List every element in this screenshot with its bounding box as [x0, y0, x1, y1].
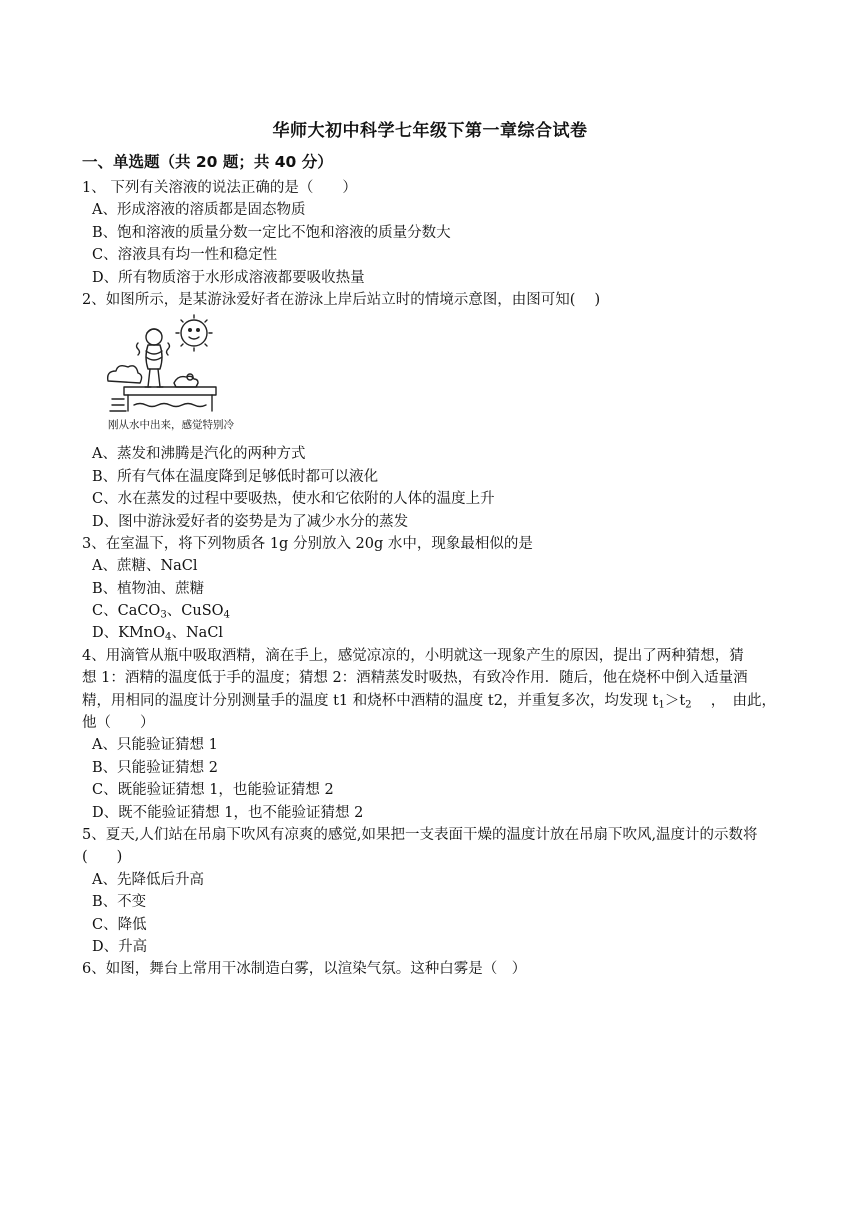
option-text: 、NaCl: [171, 625, 224, 642]
question-stem: 3、在室温下，将下列物质各 1g 分别放入 20g 水中，现象最相似的是: [82, 535, 533, 552]
option-d: [82, 622, 782, 644]
option-text: C、CaCO: [92, 603, 161, 620]
question-list: [82, 177, 782, 981]
question-stem-line: 他（ ）: [82, 715, 155, 732]
option-text: 、CuSO: [166, 603, 224, 620]
option-c: [82, 600, 782, 622]
option-c: C、降低: [92, 916, 147, 933]
stem-text: ＞t: [664, 692, 686, 709]
option-a: A、只能验证猜想 1: [92, 737, 218, 754]
stem-text: 精，用相同的温度计分别测量手的温度 t1 和烧杯中酒精的温度 t2，并重复多次，均发现 t: [82, 692, 659, 709]
option-d: D、所有物质溶于水形成溶液都要吸收热量: [92, 269, 365, 286]
question-stem-line: 想 1：酒精的温度低于手的温度；猜想 2：酒精蒸发时吸热，有致冷作用．随后，他在烧杯中倒入适量酒: [82, 670, 748, 687]
option-b: B、只能验证猜想 2: [92, 759, 218, 776]
swimmer-illustration: [104, 313, 234, 441]
option-c: C、既能验证猜想 1，也能验证猜想 2: [92, 782, 334, 799]
option-d: D、既不能验证猜想 1，也不能验证猜想 2: [92, 804, 364, 821]
swimmer-drawing: [104, 313, 234, 417]
question-stem: 2、如图所示，是某游泳爱好者在游泳上岸后站立时的情境示意图，由图可知( ): [82, 291, 601, 308]
question-4: [82, 645, 782, 824]
subscript: 3: [160, 609, 167, 621]
question-2: [82, 289, 782, 533]
subscript: 2: [685, 699, 692, 711]
question-stem-line: ( ): [82, 849, 123, 866]
section-heading: 一、单选题（共 20 题；共 40 分）: [82, 153, 333, 171]
figure-caption: 刚从水中出来，感觉特别冷: [108, 419, 234, 432]
option-a: A、蒸发和沸腾是汽化的两种方式: [92, 446, 306, 463]
stem-text: ， 由此，: [691, 692, 776, 709]
question-stem-line: [82, 690, 782, 712]
option-b: B、饱和溶液的质量分数一定比不饱和溶液的质量分数大: [92, 224, 451, 241]
option-c: C、溶液具有均一性和稳定性: [92, 247, 278, 264]
question-stem: 1、 下列有关溶液的说法正确的是（ ）: [82, 180, 357, 196]
subscript: 4: [165, 632, 172, 643]
option-a: A、先降低后升高: [92, 871, 204, 888]
question-5: [82, 824, 782, 958]
option-d: D、升高: [92, 938, 148, 955]
question-3: [82, 533, 782, 645]
option-b: B、不变: [92, 894, 147, 911]
option-d: D、图中游泳爱好者的姿势是为了减少水分的蒸发: [92, 513, 409, 530]
question-stem-line: 4、用滴管从瓶中吸取酒精，滴在手上，感觉凉凉的，小明就这一现象产生的原因，提出了两种猜想，猜: [82, 647, 744, 664]
subscript: 4: [223, 609, 230, 621]
option-a: A、形成溶液的溶质都是固态物质: [92, 202, 306, 219]
question-stem-line: 5、夏天,人们站在吊扇下吹风有凉爽的感觉,如果把一支表面干燥的温度计放在吊扇下吹风,温度计的示数将: [82, 826, 758, 843]
question-1: [82, 177, 782, 289]
question-6: [82, 958, 782, 980]
option-a: A、蔗糖、NaCl: [92, 558, 198, 575]
option-b: B、植物油、蔗糖: [92, 580, 205, 597]
subscript: 1: [658, 699, 665, 711]
page-title: 华师大初中科学七年级下第一章综合试卷: [272, 121, 588, 141]
question-stem: 6、如图，舞台上常用干冰制造白雾，以渲染气氛。这种白雾是（ ）: [82, 961, 527, 978]
option-b: B、所有气体在温度降到足够低时都可以液化: [92, 468, 379, 485]
option-text: D、KMnO: [92, 625, 166, 642]
option-c: C、水在蒸发的过程中要吸热，使水和它依附的人体的温度上升: [92, 491, 495, 508]
